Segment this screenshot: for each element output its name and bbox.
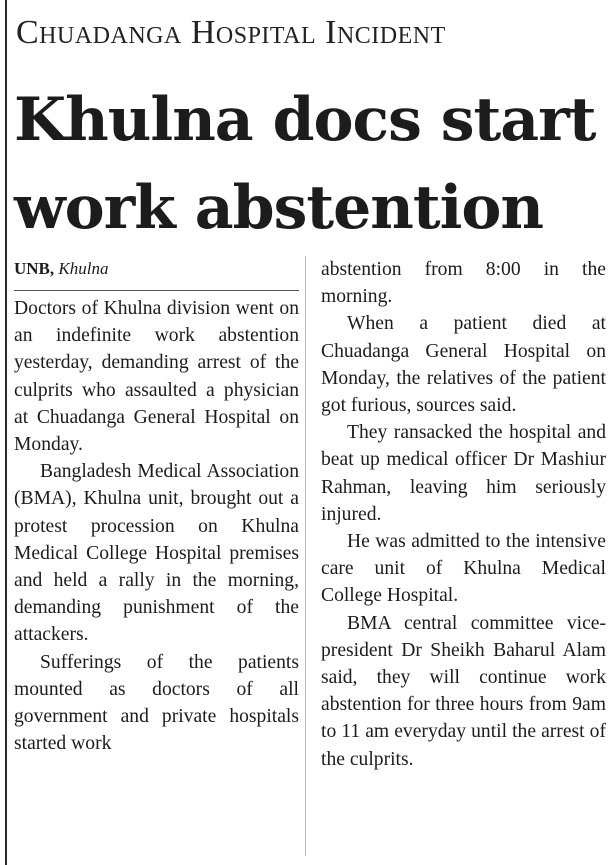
article-paragraph: Sufferings of the patients mounted as doctors of all government and private hospitals started work (14, 651, 299, 755)
byline-divider (14, 290, 299, 291)
article-paragraph: When a patient died at Chuadanga General Hospital on Monday, the relatives of the patient got furious, sources said. (321, 313, 606, 417)
byline-agency: UNB, (14, 259, 55, 278)
byline-place: Khulna (58, 259, 109, 278)
article-paragraph: Doctors of Khulna division went on an indefinite work abstention yesterday, demanding arrest of the culprits who assaulted a physician at Chuadanga General Hospital on Monday. (14, 298, 299, 456)
article-column-left (14, 256, 299, 757)
article-paragraph: They ransacked the hospital and beat up medical officer Dr Mashiur Rahman, leaving him seriously injured. (321, 422, 606, 525)
article-column-right (321, 256, 606, 773)
byline (14, 256, 299, 282)
article-paragraph: Bangladesh Medical Association (BMA), Khulna unit, brought out a protest procession on Khulna Medical College Hospital premises and held a rally in the morning, demanding punishment of the attackers. (14, 461, 299, 646)
headline: Khulna docs start work abstention (14, 85, 596, 243)
article-paragraph: abstention from 8:00 in the morning. (321, 259, 606, 308)
article-paragraph: He was admitted to the intensive care unit of Khulna Medical College Hospital. (321, 531, 606, 607)
kicker-title: Chuadanga Hospital Incident (16, 14, 446, 51)
column-divider (305, 256, 306, 856)
left-border-rule (5, 0, 7, 865)
article-paragraph: BMA central committee vice-president Dr Sheikh Baharul Alam said, they will continue work abstention for three hours from 9am to 11 am everyday until the arrest of the culprits. (321, 612, 606, 770)
